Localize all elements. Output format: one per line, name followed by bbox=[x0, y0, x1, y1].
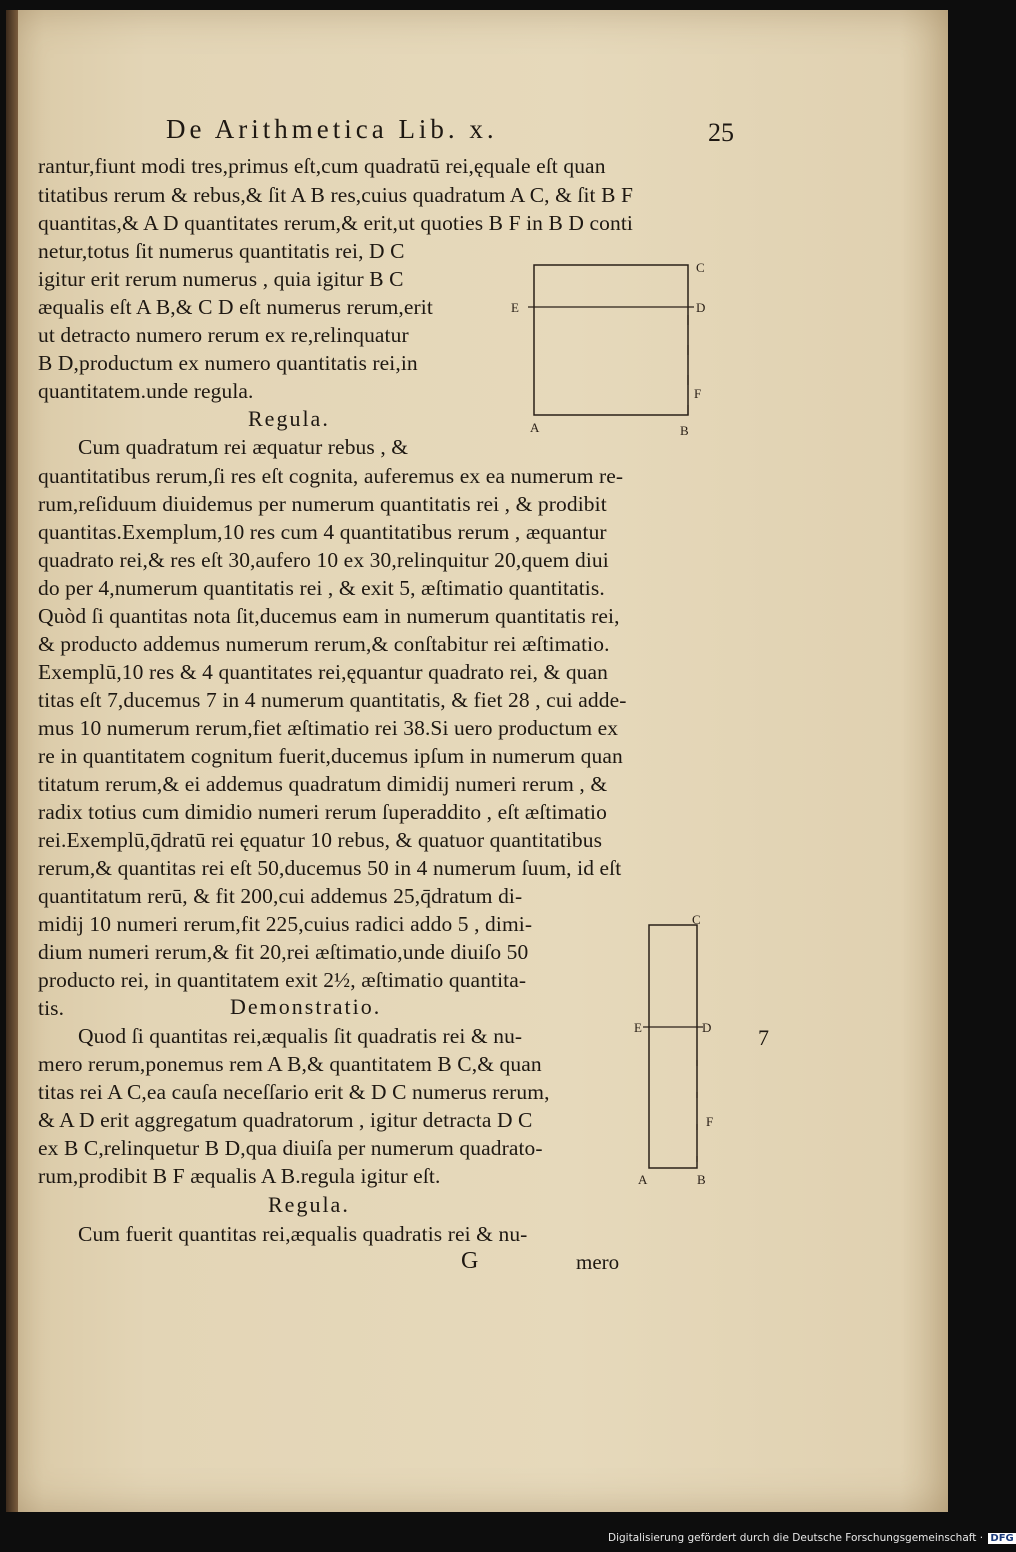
dfg-logo: DFG bbox=[990, 1533, 1014, 1544]
book-spine bbox=[6, 10, 18, 1512]
margin-note: 7 bbox=[758, 1025, 769, 1050]
diagram-label-b: B bbox=[680, 423, 689, 438]
text-line: midij 10 numeri rerum,fit 225,cuius radici addo 5 , dimi- bbox=[38, 912, 533, 936]
text-line: radix totius cum dimidio numeri rerum ſuperaddito , eſt æſtimatio bbox=[38, 800, 607, 824]
diagram-label-d: D bbox=[696, 300, 706, 315]
text-line: Exemplū,10 res & 4 quantitates rei,ęquantur quadrato rei, & quan bbox=[38, 660, 609, 684]
text-line: ex B C,relinquetur B D,qua diuiſa per numerum quadrato- bbox=[38, 1136, 543, 1160]
text-line: quantitas.Exemplum,10 res cum 4 quantitatibus rerum , æquantur bbox=[38, 520, 607, 544]
section-heading: Regula. bbox=[248, 406, 330, 431]
running-header: De Arithmetica Lib. x. bbox=[166, 114, 498, 144]
text-line: Cum quadratum rei æquatur rebus , & bbox=[78, 435, 409, 459]
text-line: Quod ſi quantitas rei,æqualis ſit quadratis rei & nu- bbox=[78, 1024, 523, 1048]
text-line: tis. bbox=[38, 996, 65, 1020]
section-heading: Regula. bbox=[268, 1192, 350, 1217]
text-line: producto rei, in quantitatem exit 2½, æſtimatio quantita- bbox=[38, 968, 527, 992]
text-line: igitur erit rerum numerus , quia igitur B C bbox=[38, 267, 404, 291]
footer-text: Digitalisierung gefördert durch die Deutsche Forschungsgemeinschaft · bbox=[608, 1532, 984, 1544]
diagram-label-e: E bbox=[511, 300, 519, 315]
text-line: quantitas,& A D quantitates rerum,& erit,ut quoties B F in B D conti bbox=[38, 211, 634, 235]
diagram-label-c: C bbox=[696, 260, 705, 275]
diagram-label-a: A bbox=[638, 1172, 648, 1187]
text-line: & A D erit aggregatum quadratorum , igitur detracta D C bbox=[38, 1108, 533, 1132]
text-line: quantitatibus rerum,ſi res eſt cognita, auferemus ex ea numerum re- bbox=[38, 464, 624, 488]
page-number: 25 bbox=[708, 118, 734, 147]
text-line: titatibus rerum & rebus,& ſit A B res,cuius quadratum A C, & ſit B F bbox=[38, 183, 634, 207]
geometric-diagram-2 bbox=[631, 910, 741, 1190]
text-line: titas eſt 7,ducemus 7 in 4 numerum quantitatis, & fiet 28 , cui adde- bbox=[38, 688, 627, 712]
text-line: Quòd ſi quantitas nota ſit,ducemus eam in numerum quantitatis rei, bbox=[38, 604, 620, 628]
diagram-label-c: C bbox=[692, 912, 701, 927]
text-line: re in quantitatem cognitum fuerit,ducemus ipſum in numerum quan bbox=[38, 744, 623, 768]
diagram-rectangle bbox=[649, 925, 697, 1168]
signature-mark: G bbox=[461, 1248, 479, 1274]
diagram-square bbox=[534, 265, 688, 415]
diagram-label-d: D bbox=[702, 1020, 712, 1035]
diagram-label-e: E bbox=[634, 1020, 642, 1035]
text-line: mero rerum,ponemus rem A B,& quantitatem B C,& quan bbox=[38, 1052, 542, 1076]
text-line: rerum,& quantitas rei eſt 50,ducemus 50 in 4 numerum ſuum, id eſt bbox=[38, 856, 622, 880]
text-line: quadrato rei,& res eſt 30,aufero 10 ex 30,relinquitur 20,quem diui bbox=[38, 548, 609, 572]
catchword: mero bbox=[576, 1250, 620, 1274]
text-line: rantur,fiunt modi tres,primus eſt,cum quadratū rei,ęquale eſt quan bbox=[38, 154, 606, 178]
text-line: rum,prodibit B F æqualis A B.regula igitur eſt. bbox=[38, 1164, 441, 1188]
geometric-diagram-1 bbox=[506, 255, 726, 445]
text-line: netur,totus ſit numerus quantitatis rei, D C bbox=[38, 239, 405, 263]
text-line: æqualis eſt A B,& C D eſt numerus rerum,erit bbox=[38, 295, 433, 319]
text-line: mus 10 numerum rerum,fiet æſtimatio rei 38.Si uero productum ex bbox=[38, 716, 619, 740]
text-line: Cum fuerit quantitas rei,æqualis quadratis rei & nu- bbox=[78, 1222, 528, 1246]
text-line: do per 4,numerum quantitatis rei , & exit 5, æſtimatio quantitatis. bbox=[38, 576, 605, 600]
text-line: ut detracto numero rerum ex re,relinquatur bbox=[38, 323, 409, 347]
text-line: titatum rerum,& ei addemus quadratum dimidij numeri rerum , & bbox=[38, 772, 608, 796]
diagram-label-b: B bbox=[697, 1172, 706, 1187]
book-page bbox=[6, 10, 948, 1512]
text-line: & producto addemus numerum rerum,& conſtabitur rei æſtimatio. bbox=[38, 632, 610, 656]
text-line: dium numeri rerum,& fit 20,rei æſtimatio,unde diuiſo 50 bbox=[38, 940, 529, 964]
text-line: B D,productum ex numero quantitatis rei,in bbox=[38, 351, 418, 375]
diagram-label-a: A bbox=[530, 420, 540, 435]
text-line: titas rei A C,ea cauſa neceſſario erit & D C numerus rerum, bbox=[38, 1080, 550, 1104]
section-heading: Demonstratio. bbox=[230, 994, 382, 1019]
diagram-label-f: F bbox=[694, 386, 702, 401]
diagram-label-f: F bbox=[706, 1114, 714, 1129]
digitization-footer bbox=[608, 1532, 1016, 1544]
text-line: quantitatum rerū, & fit 200,cui addemus 25,q̄dratum di- bbox=[38, 884, 523, 908]
text-line: quantitatem.unde regula. bbox=[38, 379, 254, 403]
text-line: rum,reſiduum diuidemus per numerum quantitatis rei , & prodibit bbox=[38, 492, 607, 516]
text-line: rei.Exemplū,q̄dratū rei ęquatur 10 rebus, & quatuor quantitatibus bbox=[38, 828, 603, 852]
